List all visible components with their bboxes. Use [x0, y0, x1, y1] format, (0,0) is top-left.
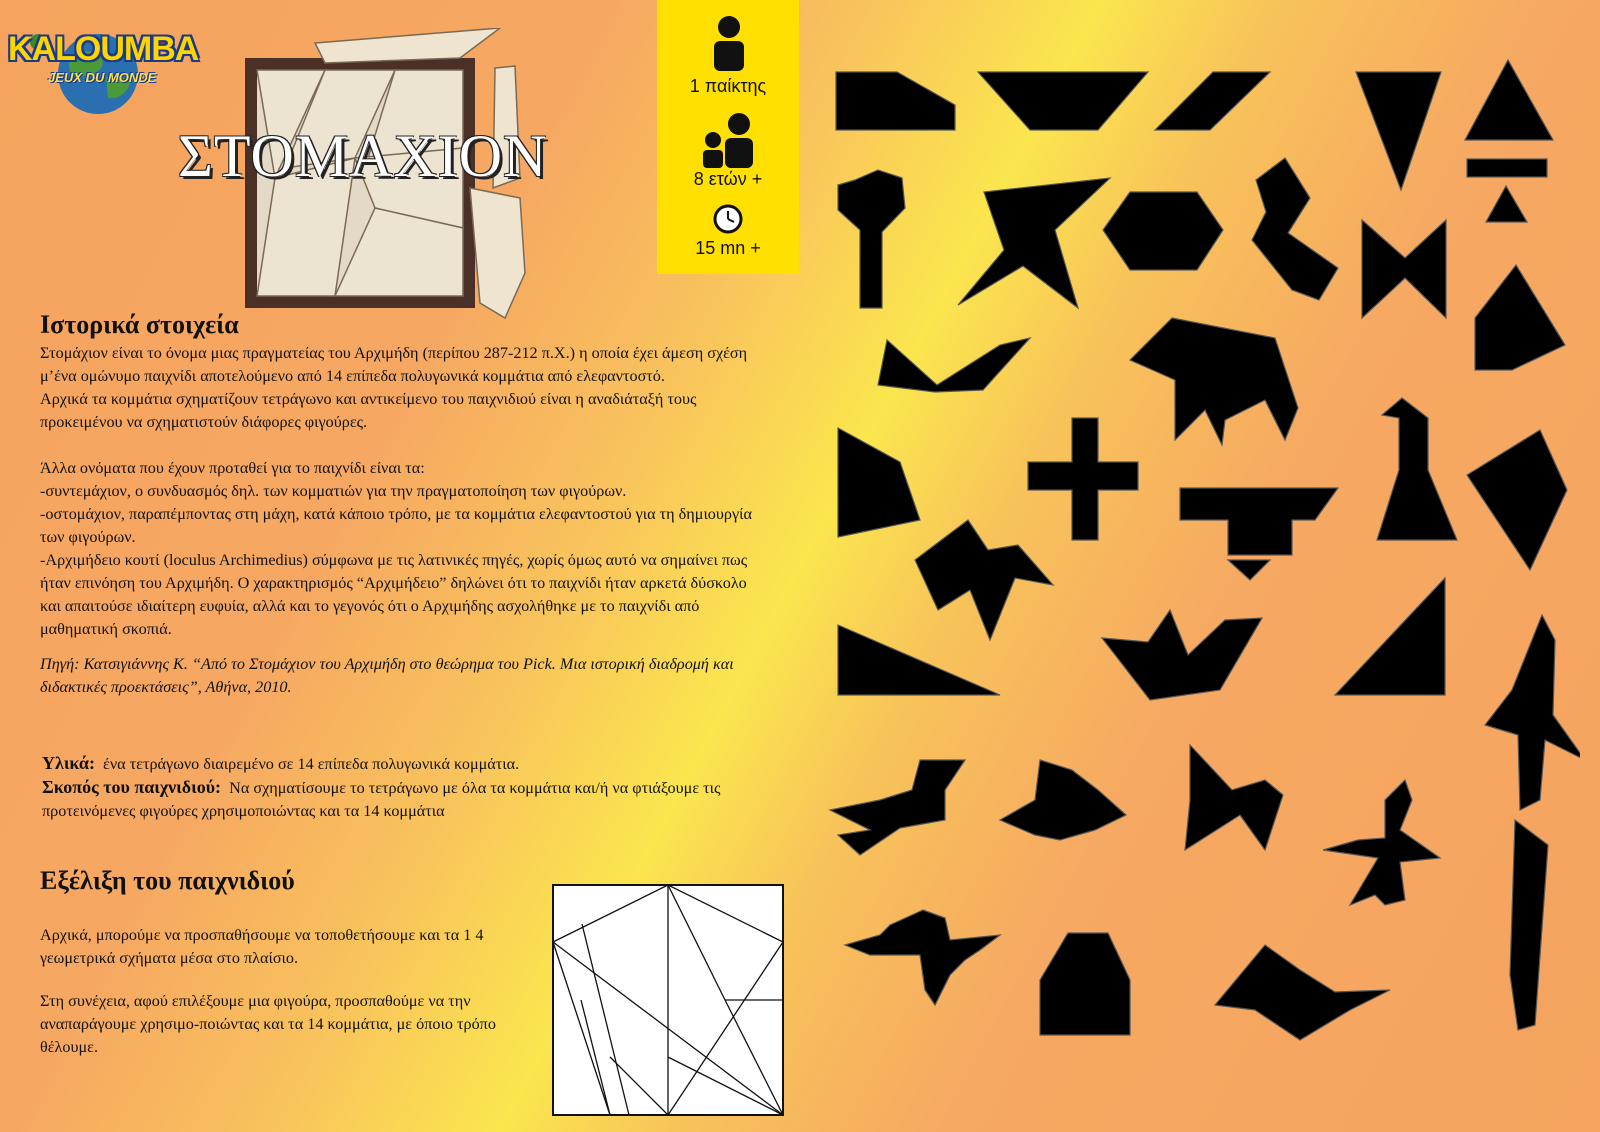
source-citation: Πηγή: Κατσιγιάννης Κ. “Από το Στομάχιον του Αρχιμήδη στο θεώρημα του Pick. Μια ιστορική διαδρομή και διδακτικές προεκτάσεις”, Αθήνα, 2010.: [40, 655, 734, 696]
history-p6: -Αρχιμήδειο κουτί (loculus Archimedius) σύμφωνα με τις λατινικές πηγές, χωρίς όμως αυτό να σημαίνει πως ήταν επινόηση του Αρχιμήδη. Ο χαρακτηρισμός “Αρχιμήδειο” δηλώνει ότι το παιχνίδι ήταν αρκετά δύσκολο και απαιτούσε ιδιαίτερη ευφυία, αλλά και το γεγονός ότι ο Αρχιμήδης ασχολήθηκε με το παιχνίδι από μαθηματική σκοπιά.: [40, 551, 748, 638]
figure-silhouettes: [820, 50, 1580, 1120]
history-section: [40, 310, 770, 699]
figure-13: [1475, 265, 1565, 370]
history-p2: Αρχικά τα κομμάτια σχηματίζουν τετράγωνο και αντικείμενο του παιχνιδιού είναι η αναδιάταξή τους προκειμένου να σχηματιστούν διάφορες φιγούρες.: [40, 390, 697, 431]
players-text: 1 παίκτης: [689, 76, 767, 96]
figure-21: [1228, 560, 1270, 580]
history-heading: Ιστορικά στοιχεία: [40, 310, 239, 339]
clock-icon: [713, 204, 743, 234]
figure-5: [1465, 60, 1553, 140]
figure-18: [1377, 398, 1457, 540]
figure-16: [838, 428, 920, 537]
figure-32: [845, 910, 1000, 1005]
figure-15: [1130, 318, 1298, 445]
person-icon: [712, 15, 746, 73]
logo-text: KALOUMBA: [8, 30, 199, 68]
duration-text: 15 mn +: [695, 238, 761, 258]
figure-4: [1356, 72, 1441, 190]
figure-3: [1155, 72, 1270, 130]
goal-text: Να σχηματίσουμε το τετράγωνο με όλα τα κομμάτια και/ή να φτιάξουμε τις προτεινόμενες φιγούρες χρησιμοποιώντας και τα 14 κομμάτια: [42, 779, 721, 820]
figure-6: [1467, 159, 1547, 177]
figure-31: [1323, 780, 1440, 905]
history-p4: -συντεμάχιον, ο συνδυασμός δηλ. των κομματιών για την πραγματοποίηση των φιγούρων.: [40, 482, 627, 500]
evolution-p1: Αρχικά, μπορούμε να προσπαθήσουμε να τοποθετήσουμε και τα 1 4 γεωμετρικά σχήματα μέσα στο πλαίσιο.: [40, 926, 484, 967]
figure-20: [1180, 488, 1338, 555]
figure-33: [1040, 933, 1130, 1035]
figure-14: [878, 338, 1030, 392]
info-box: [657, 0, 799, 274]
logo-subtitle: JEUX DU MONDE: [48, 70, 157, 85]
figure-19: [1467, 430, 1567, 570]
figure-17: [1028, 418, 1138, 540]
figure-2: [978, 72, 1148, 130]
figure-26: [1485, 615, 1580, 810]
figure-9: [958, 178, 1110, 308]
figure-28: [830, 760, 965, 855]
figure-23: [1102, 610, 1262, 700]
figure-10: [1103, 192, 1223, 270]
age-text: 8 ετών +: [693, 169, 763, 189]
figure-27: [1510, 820, 1548, 1030]
figure-1: [836, 72, 955, 130]
history-p5: -οστομάχιον, παραπέμποντας στη μάχη, κατά κάποιο τρόπο, με τα κομμάτια ελεφαντοστού για τη δημιουργία των φιγούρων.: [40, 505, 752, 546]
history-p1: Στομάχιον είναι το όνομα μιας πραγματείας του Αρχιμήδη (περίπου 287-212 π.Χ.) η οποία έχει άμεση σχέση μ’ένα ομώνυμο παιχνίδι αποτελούμενο από 14 επίπεδα πολυγωνικά κομμάτια από ελεφαντοστό.: [40, 344, 748, 385]
figure-25: [1335, 578, 1445, 695]
materials-text: ένα τετράγωνο διαιρεμένο σε 14 επίπεδα πολυγωνικά κομμάτια.: [103, 755, 520, 773]
page-title: ΣΤΟΜΑΧΙΟΝ: [178, 123, 548, 189]
figure-30: [1185, 745, 1283, 850]
family-icon: [701, 112, 757, 168]
figure-11: [1252, 158, 1338, 300]
figure-22: [915, 520, 1053, 640]
figure-34: [1215, 945, 1390, 1040]
figure-29: [1000, 760, 1126, 840]
history-p3: Άλλα ονόματα που έχουν προταθεί για το παιχνίδι είναι τα:: [40, 459, 425, 477]
goal-line: [42, 776, 762, 823]
goal-label: Σκοπός του παιχνιδιού:: [42, 777, 222, 797]
figure-12: [1362, 220, 1446, 318]
evolution-p2: Στη συνέχεια, αφού επιλέξουμε μια φιγούρα, προσπαθούμε να την αναπαράγουμε χρησιμο-ποιώντας και τα 14 κομμάτια, με όποιο τρόπο θέλουμε.: [40, 992, 496, 1056]
figure-7: [1486, 186, 1527, 222]
evolution-heading: Εξέλιξη του παιχνιδιού: [40, 866, 295, 895]
materials-line: [42, 752, 762, 776]
materials-label: Υλικά:: [42, 753, 95, 773]
figure-8: [838, 170, 905, 308]
stomachion-diagram: [552, 884, 784, 1116]
figure-24: [838, 625, 1000, 695]
evolution-section: [40, 866, 540, 896]
